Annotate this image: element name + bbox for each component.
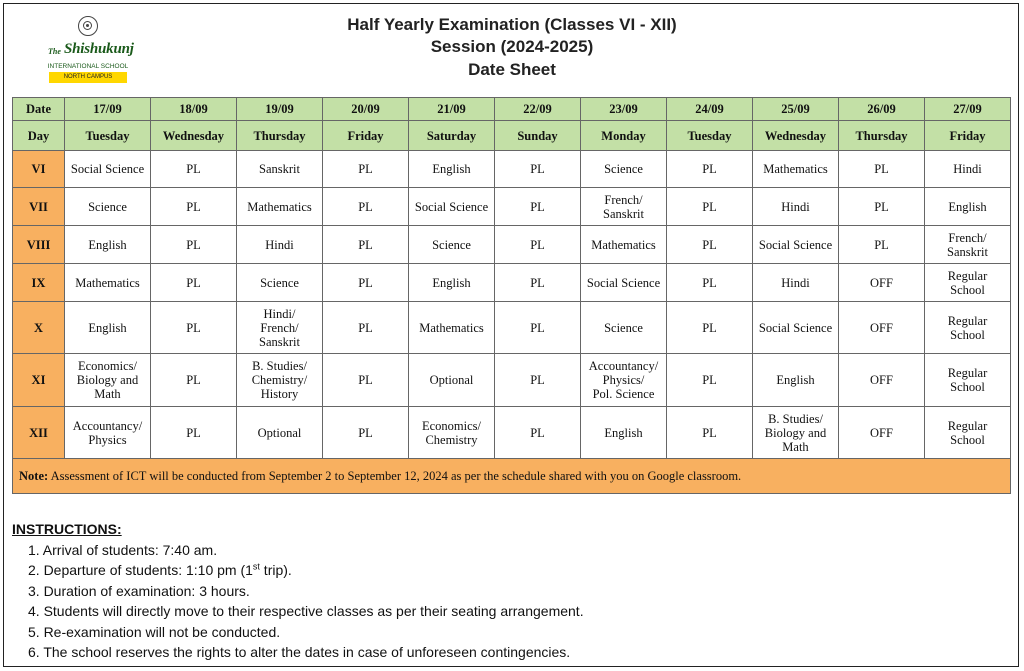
class-row — [13, 302, 1011, 354]
date-cell: 25/09 — [753, 98, 839, 121]
exam-cell — [753, 151, 839, 188]
date-cell: 24/09 — [667, 98, 753, 121]
date-sheet-page — [3, 3, 1019, 667]
exam-subject: Science — [88, 199, 127, 214]
exam-cell — [65, 264, 151, 302]
exam-subject: English — [948, 199, 987, 214]
exam-subject: PL — [702, 373, 717, 387]
instruction-text-after: trip). — [259, 562, 292, 579]
exam-cell — [237, 151, 323, 188]
exam-subject: PL — [186, 162, 201, 176]
exam-cell — [839, 226, 925, 264]
exam-cell — [237, 188, 323, 226]
exam-cell — [237, 302, 323, 354]
logo-the: The — [48, 47, 61, 56]
exam-cell — [151, 188, 237, 226]
exam-cell — [151, 302, 237, 354]
exam-subject: B. Studies/ Biology and Math — [764, 411, 827, 454]
class-label: XII — [13, 407, 65, 459]
exam-cell — [667, 264, 753, 302]
exam-subject: PL — [874, 237, 889, 252]
exam-subject: PL — [702, 199, 717, 214]
exam-subject: PL — [358, 199, 373, 214]
exam-cell — [409, 407, 495, 459]
exam-cell — [409, 264, 495, 302]
exam-subject: PL — [702, 237, 717, 252]
exam-cell — [151, 354, 237, 407]
instruction-superscript: st — [252, 561, 260, 572]
exam-subject: PL — [530, 275, 545, 290]
day-cell: Wednesday — [151, 121, 237, 151]
exam-cell — [409, 302, 495, 354]
exam-subject: PL — [530, 162, 545, 176]
exam-subject: English — [432, 162, 471, 176]
exam-subject: Social Science — [70, 162, 145, 176]
exam-subject: Regular School — [947, 313, 988, 342]
exam-cell — [839, 407, 925, 459]
exam-subject: OFF — [870, 275, 893, 290]
exam-subject: PL — [186, 199, 201, 214]
day-label: Day — [13, 121, 65, 151]
exam-cell — [495, 354, 581, 407]
date-cell: 20/09 — [323, 98, 409, 121]
exam-cell — [495, 302, 581, 354]
class-label: VIII — [13, 226, 65, 264]
exam-subject: Social Science — [758, 320, 833, 335]
exam-cell — [925, 226, 1011, 264]
exam-cell — [323, 151, 409, 188]
date-cell: 19/09 — [237, 98, 323, 121]
exam-cell — [323, 188, 409, 226]
instruction-item — [28, 581, 584, 601]
session-title: Session (2024-2025) — [430, 37, 594, 56]
instruction-text: 4. Students will directly move to their respective classes as per their seating arrangement. — [28, 603, 584, 620]
exam-cell — [667, 188, 753, 226]
date-row — [13, 98, 1011, 121]
exam-cell — [753, 354, 839, 407]
exam-subject: PL — [530, 199, 545, 214]
class-row — [13, 226, 1011, 264]
exam-cell — [237, 226, 323, 264]
instruction-text: 3. Duration of examination: 3 hours. — [28, 582, 250, 599]
exam-subject: English — [88, 320, 127, 335]
exam-cell — [581, 151, 667, 188]
day-cell: Thursday — [839, 121, 925, 151]
note-row — [13, 459, 1011, 494]
exam-subject: Mathematics — [75, 275, 140, 290]
exam-cell — [495, 407, 581, 459]
exam-cell — [581, 226, 667, 264]
instructions-list — [28, 540, 584, 662]
exam-cell — [495, 226, 581, 264]
exam-subject: Accountancy/ Physics — [72, 418, 143, 447]
exam-cell — [667, 407, 753, 459]
exam-cell — [409, 151, 495, 188]
exam-cell — [753, 264, 839, 302]
exam-cell — [65, 151, 151, 188]
exam-subject: PL — [702, 425, 717, 440]
exam-cell — [581, 354, 667, 407]
date-cell: 21/09 — [409, 98, 495, 121]
day-cell: Wednesday — [753, 121, 839, 151]
exam-subject: PL — [530, 373, 545, 387]
exam-cell — [667, 226, 753, 264]
class-row — [13, 407, 1011, 459]
exam-cell — [323, 354, 409, 407]
date-cell: 26/09 — [839, 98, 925, 121]
exam-cell — [753, 188, 839, 226]
instruction-text: 6. The school reserves the rights to alter the dates in case of unforeseen contingencies. — [28, 643, 571, 660]
exam-cell — [839, 302, 925, 354]
exam-subject: Regular School — [947, 418, 988, 447]
exam-subject: English — [604, 425, 643, 440]
instruction-item — [28, 560, 584, 580]
exam-subject: Science — [432, 237, 471, 252]
instruction-text: 5. Re-examination will not be conducted. — [28, 623, 281, 640]
exam-subject: Mathematics — [591, 237, 656, 252]
exam-cell — [237, 264, 323, 302]
logo-campus-text: NORTH CAMPUS — [49, 72, 127, 83]
exam-cell — [667, 151, 753, 188]
exam-subject: Science — [604, 162, 643, 176]
date-cell: 27/09 — [925, 98, 1011, 121]
exam-subject: PL — [530, 425, 545, 440]
exam-cell — [667, 302, 753, 354]
date-cell: 17/09 — [65, 98, 151, 121]
day-cell: Thursday — [237, 121, 323, 151]
exam-subject: Hindi — [781, 199, 810, 214]
exam-subject: PL — [186, 320, 201, 335]
exam-subject: OFF — [870, 425, 893, 440]
day-cell: Sunday — [495, 121, 581, 151]
class-label: XI — [13, 354, 65, 407]
exam-subject: PL — [702, 320, 717, 335]
class-row — [13, 151, 1011, 188]
exam-cell — [65, 354, 151, 407]
class-row — [13, 264, 1011, 302]
exam-cell — [925, 354, 1011, 407]
exam-subject: PL — [702, 162, 717, 176]
exam-cell — [409, 226, 495, 264]
exam-subject: Regular School — [947, 366, 988, 394]
exam-cell — [839, 264, 925, 302]
date-cell: 23/09 — [581, 98, 667, 121]
note-cell — [13, 459, 1011, 494]
exam-subject: Hindi/ French/ Sanskrit — [259, 306, 300, 349]
class-label: X — [13, 302, 65, 354]
exam-subject: Regular School — [947, 268, 988, 297]
exam-subject: OFF — [870, 320, 893, 335]
note-text: Assessment of ICT will be conducted from September 2 to September 12, 2024 as per the schedule shared with you on Google classroom. — [48, 469, 742, 483]
exam-subject: Science — [604, 320, 643, 335]
class-label: VI — [13, 151, 65, 188]
exam-subject: Social Science — [758, 237, 833, 252]
exam-cell — [323, 264, 409, 302]
exam-subject: Optional — [257, 425, 302, 440]
day-cell: Monday — [581, 121, 667, 151]
date-cell: 22/09 — [495, 98, 581, 121]
exam-cell — [925, 188, 1011, 226]
exam-cell — [839, 188, 925, 226]
exam-cell — [151, 407, 237, 459]
exam-subject: Sanskrit — [259, 162, 300, 176]
page-title: Half Yearly Examination (Classes VI - XII) — [347, 15, 677, 34]
exam-subject: Mathematics — [247, 199, 312, 214]
instructions-heading: INSTRUCTIONS: — [12, 521, 122, 537]
exam-cell — [65, 302, 151, 354]
exam-subject: PL — [186, 373, 201, 387]
exam-cell — [667, 354, 753, 407]
exam-subject: Hindi — [265, 237, 294, 252]
instruction-item — [28, 601, 584, 621]
exam-subject: Optional — [429, 373, 474, 387]
day-cell: Tuesday — [667, 121, 753, 151]
date-cell: 18/09 — [151, 98, 237, 121]
exam-cell — [65, 188, 151, 226]
exam-cell — [151, 264, 237, 302]
day-cell: Friday — [323, 121, 409, 151]
exam-cell — [237, 354, 323, 407]
exam-cell — [581, 264, 667, 302]
date-label: Date — [13, 98, 65, 121]
exam-subject: B. Studies/ Chemistry/ History — [251, 359, 308, 401]
exam-subject: Mathematics — [763, 162, 828, 176]
exam-cell — [925, 302, 1011, 354]
exam-subject: English — [88, 237, 127, 252]
instruction-item — [28, 622, 584, 642]
exam-cell — [581, 407, 667, 459]
exam-subject: French/ Sanskrit — [947, 230, 988, 259]
exam-subject: Social Science — [414, 199, 489, 214]
day-row — [13, 121, 1011, 151]
class-label: VII — [13, 188, 65, 226]
exam-cell — [409, 354, 495, 407]
exam-cell — [925, 407, 1011, 459]
exam-subject: PL — [702, 275, 717, 290]
exam-cell — [151, 151, 237, 188]
exam-subject: PL — [358, 237, 373, 252]
exam-subject: Hindi — [781, 275, 810, 290]
exam-cell — [495, 188, 581, 226]
exam-cell — [495, 151, 581, 188]
exam-subject: OFF — [870, 373, 893, 387]
exam-cell — [839, 151, 925, 188]
exam-cell — [753, 407, 839, 459]
exam-subject: PL — [874, 162, 889, 176]
exam-subject: Hindi — [953, 162, 982, 176]
logo-school-text: INTERNATIONAL SCHOOL — [47, 63, 129, 70]
class-row — [13, 188, 1011, 226]
instruction-item — [28, 540, 584, 560]
instruction-text: 1. Arrival of students: 7:40 am. — [28, 542, 218, 558]
day-cell: Saturday — [409, 121, 495, 151]
exam-cell — [65, 226, 151, 264]
date-sheet-title: Date Sheet — [468, 60, 556, 79]
exam-cell — [925, 264, 1011, 302]
exam-cell — [151, 226, 237, 264]
exam-subject: Mathematics — [419, 320, 484, 335]
instruction-text: 2. Departure of students: 1:10 pm (1 — [28, 562, 253, 579]
exam-subject: PL — [186, 425, 201, 440]
exam-subject: Economics/ Chemistry — [421, 418, 481, 447]
exam-cell — [323, 302, 409, 354]
exam-subject: Economics/ Biology and Math — [76, 359, 139, 401]
exam-subject: PL — [358, 275, 373, 290]
date-sheet-table — [12, 97, 1011, 494]
exam-cell — [409, 188, 495, 226]
exam-cell — [753, 226, 839, 264]
exam-subject: PL — [530, 320, 545, 335]
exam-cell — [495, 264, 581, 302]
logo-name: Shishukunj — [64, 41, 134, 57]
exam-subject: PL — [358, 162, 373, 176]
exam-subject: PL — [358, 425, 373, 440]
class-row — [13, 354, 1011, 407]
exam-subject: PL — [874, 199, 889, 214]
exam-cell — [925, 151, 1011, 188]
exam-subject: Social Science — [586, 275, 661, 290]
day-cell: Friday — [925, 121, 1011, 151]
exam-cell — [323, 407, 409, 459]
instruction-item — [28, 642, 584, 662]
exam-subject: PL — [358, 373, 373, 387]
exam-cell — [839, 354, 925, 407]
exam-cell — [753, 302, 839, 354]
exam-subject: Science — [260, 275, 299, 290]
exam-subject: English — [776, 373, 815, 387]
exam-subject: PL — [358, 320, 373, 335]
day-cell: Tuesday — [65, 121, 151, 151]
exam-cell — [581, 302, 667, 354]
exam-subject: Accountancy/ Physics/ Pol. Science — [588, 359, 659, 401]
note-label: Note: — [19, 469, 49, 483]
exam-cell — [65, 407, 151, 459]
exam-subject: PL — [186, 237, 201, 252]
exam-cell — [581, 188, 667, 226]
exam-cell — [323, 226, 409, 264]
exam-subject: PL — [530, 237, 545, 252]
exam-subject: English — [432, 275, 471, 290]
class-label: IX — [13, 264, 65, 302]
exam-subject: French/ Sanskrit — [603, 192, 644, 221]
exam-cell — [237, 407, 323, 459]
exam-subject: PL — [186, 275, 201, 290]
